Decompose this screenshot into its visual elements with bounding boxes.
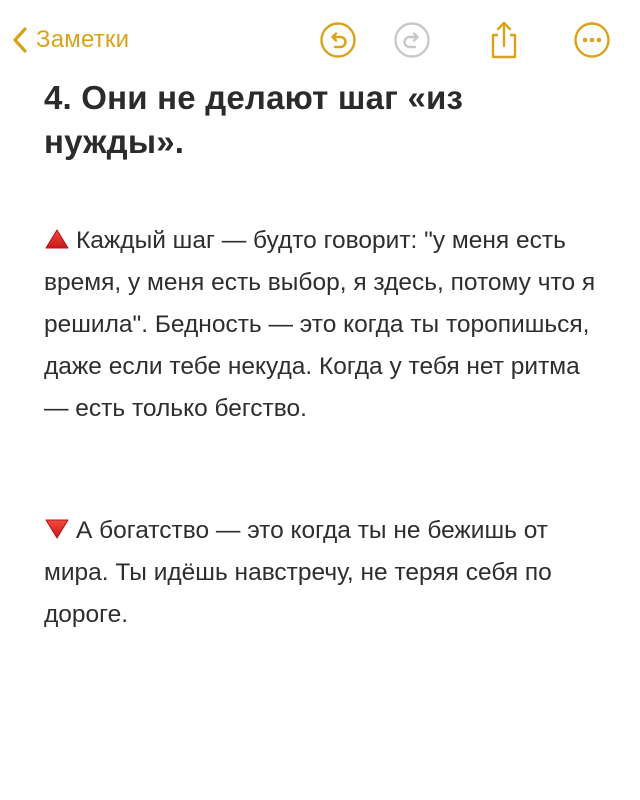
chevron-left-icon	[12, 26, 28, 54]
note-paragraph-text: Каждый шаг — будто говорит: "у меня есть время, у меня есть выбор, я здесь, потому что я решила". Бедность — это когда ты торопишься, даже если тебе некуда. Когда у тебя нет ритма — есть только бегство.	[44, 227, 596, 422]
red-triangle-up-icon	[44, 228, 70, 250]
note-title: 4. Они не делают шаг «из нужды».	[44, 79, 464, 160]
redo-icon	[393, 21, 431, 59]
note-paragraph	[44, 220, 604, 430]
undo-icon	[319, 21, 357, 59]
back-button[interactable]	[12, 22, 129, 58]
share-icon	[487, 20, 521, 60]
redo-button[interactable]	[392, 20, 432, 60]
note-paragraph	[44, 510, 604, 636]
more-icon	[573, 21, 611, 59]
more-button[interactable]	[572, 20, 612, 60]
share-button[interactable]	[484, 20, 524, 60]
red-triangle-down-icon	[44, 518, 70, 540]
back-button-label: Заметки	[36, 26, 130, 53]
note-paragraph-text: А богатство — это когда ты не бежишь от мира. Ты идёшь навстречу, не теряя себя по дороге.	[44, 517, 552, 628]
navigation-toolbar	[0, 0, 640, 80]
undo-button[interactable]	[318, 20, 358, 60]
note-body[interactable]	[44, 76, 604, 628]
